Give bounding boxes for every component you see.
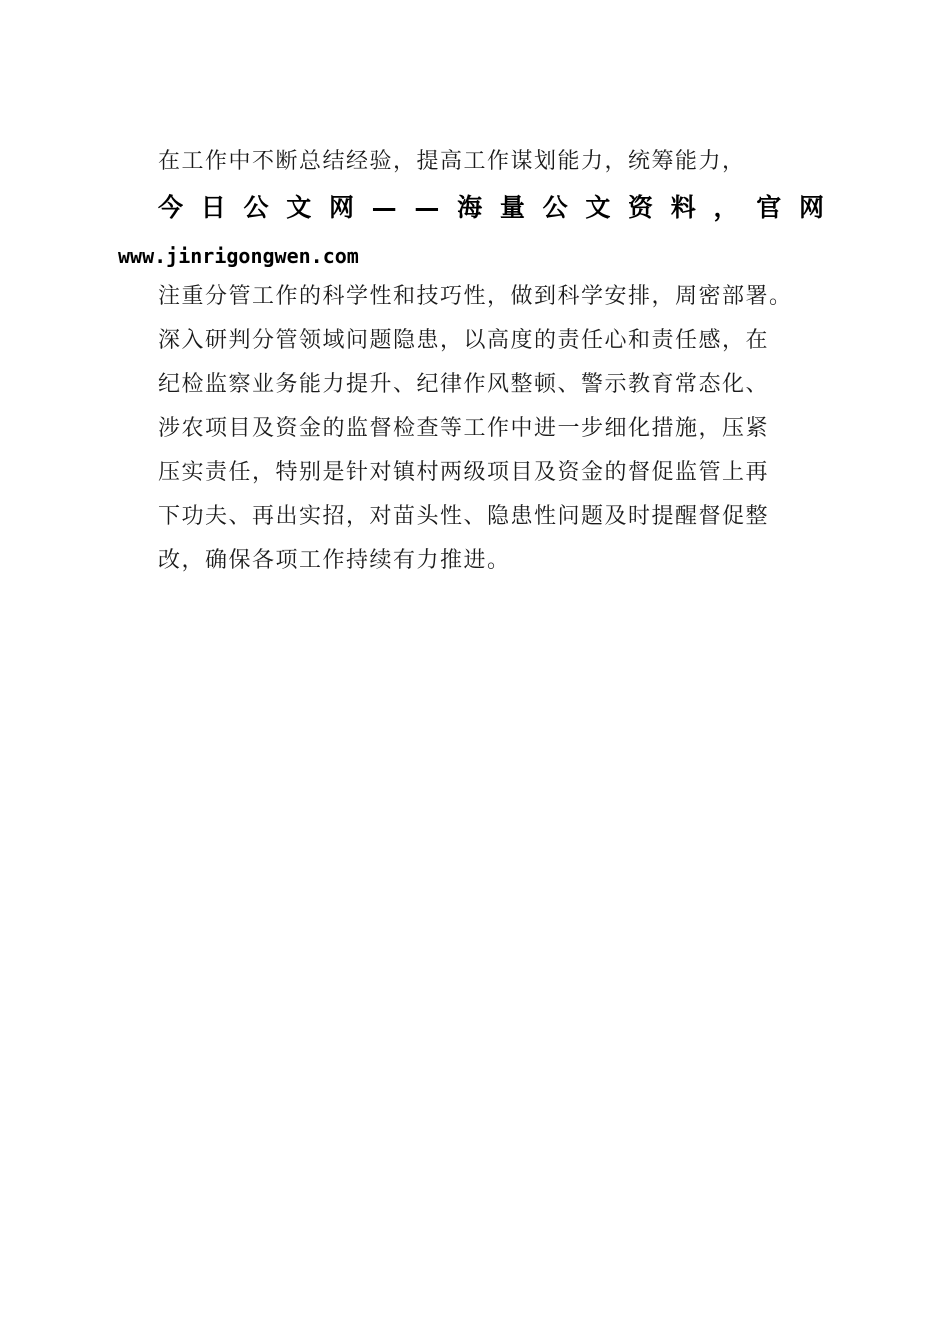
watermark-char: 资: [628, 193, 654, 222]
paragraph-line: 纪检监察业务能力提升、纪律作风整顿、警示教育常态化、: [158, 372, 770, 397]
watermark-char: —: [371, 193, 397, 222]
watermark-char: 公: [243, 193, 269, 222]
paragraph-line: 下功夫、再出实招，对苗头性、隐患性问题及时提醒督促整: [158, 504, 770, 529]
watermark-char: 量: [499, 193, 525, 222]
watermark-char: 今: [158, 193, 184, 222]
watermark-char: 文: [286, 193, 312, 222]
watermark-char: 文: [585, 193, 611, 222]
watermark-char: ，: [713, 193, 739, 222]
watermark-char: —: [414, 193, 440, 222]
watermark-char: 网: [328, 193, 354, 222]
paragraph-line: 改，确保各项工作持续有力推进。: [158, 548, 511, 573]
paragraph-line: 压实责任，特别是针对镇村两级项目及资金的督促监管上再: [158, 460, 770, 485]
paragraph-first-line: 在工作中不断总结经验，提高工作谋划能力，统筹能力，: [158, 149, 746, 174]
watermark-char: 网: [798, 193, 824, 222]
watermark-char: 公: [542, 193, 568, 222]
watermark-char: 料: [670, 193, 696, 222]
watermark-title: [158, 191, 824, 225]
watermark-url: www.jinrigongwen.com: [118, 244, 359, 268]
watermark-char: 日: [200, 193, 226, 222]
watermark-char: 官: [756, 193, 782, 222]
watermark-char: 海: [457, 193, 483, 222]
paragraph-line: 涉农项目及资金的监督检查等工作中进一步细化措施，压紧: [158, 416, 770, 441]
paragraph-line: 深入研判分管领域问题隐患，以高度的责任心和责任感，在: [158, 328, 770, 353]
paragraph-line: 注重分管工作的科学性和技巧性，做到科学安排，周密部署。: [158, 284, 793, 309]
